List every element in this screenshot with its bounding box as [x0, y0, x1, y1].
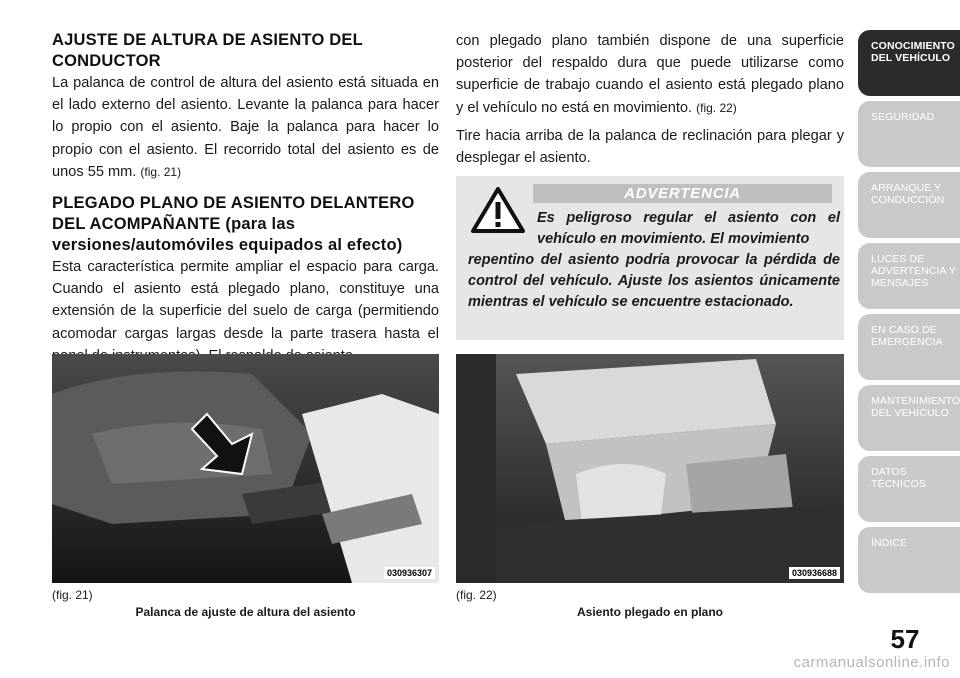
tab-arranque-conduccion[interactable]: ARRANQUE Y CONDUCCIÓN [858, 172, 960, 238]
tab-luces-advertencia[interactable]: LUCES DE ADVERTENCIA Y MENSAJES [858, 243, 960, 309]
figure-22-ref: (fig. 22) [456, 588, 497, 602]
tab-indice[interactable]: ÍNDICE [858, 527, 960, 593]
tab-mantenimiento[interactable]: MANTENIMIENTO DEL VEHÍCULO [858, 385, 960, 451]
paragraph-seat-height: La palanca de control de altura del asiento está situada en el lado externo del asiento. Levante la palanca para hacer lo propio con el asiento. Baje la palanca para hacer lo propio con el asiento. El recorrido total del asiento es de unos 55 mm. (fig. 21) [52, 75, 439, 180]
paragraph-recline: Tire hacia arriba de la palanca de reclinación para plegar y desplegar el asiento. [456, 127, 844, 167]
warning-text: Es peligroso regular el asiento con el vehículo en movimiento. El movimiento repentino del asiento podría provocar la pérdida de control del vehículo. Ajuste los asientos únicamente mientras el vehículo se encuentre estacionado. [468, 210, 840, 310]
tab-conocimiento-vehiculo[interactable]: CONOCIMIENTO DEL VEHÍCULO [858, 30, 960, 96]
paragraph-backrest: con plegado plano también dispone de una superficie posterior del respaldo dura que puede utilizarse como superficie de trabajo cuando el asiento está plegado plano y el vehículo no está en movimiento. (fig. 22) [456, 33, 844, 116]
figure-22-caption: Asiento plegado en plano [576, 605, 723, 619]
warning-title: ADVERTENCIA [533, 184, 832, 203]
tab-datos-tecnicos[interactable]: DATOS TÉCNICOS [858, 456, 960, 522]
chapter-sidebar [858, 30, 960, 598]
fig-ref-22: (fig. 22) [696, 100, 737, 115]
heading-fold-flat: PLEGADO PLANO DE ASIENTO DELANTERO DEL ACOMPAÑANTE (para las versiones/automóviles equipados al efecto) [52, 194, 415, 255]
paragraph-fold-flat: Esta característica permite ampliar el espacio para carga. Cuando el asiento está plegado plano, constituye una extensión de la superficie del suelo de carga (permitiendo acomodar cargas largas desde la parte trasera hasta el [52, 259, 439, 342]
figure-21-code: 030936307 [384, 567, 435, 579]
figure-21-ref: (fig. 21) [52, 588, 93, 602]
left-column [52, 30, 439, 373]
figure-22-code: 030936688 [789, 567, 840, 579]
figure-21-image [52, 354, 439, 583]
fig-ref-21: (fig. 21) [140, 164, 182, 179]
tab-seguridad[interactable]: SEGURIDAD [858, 101, 960, 167]
warning-box [456, 176, 844, 340]
page-number: 57 [890, 624, 920, 654]
tab-emergencia[interactable]: EN CASO DE EMERGENCIA [858, 314, 960, 380]
watermark: carmanualsonline.info [793, 654, 950, 671]
figure-21-caption: Palanca de ajuste de altura del asiento [135, 605, 356, 619]
heading-seat-height: AJUSTE DE ALTURA DE ASIENTO DEL CONDUCTOR [52, 31, 363, 70]
right-column [456, 30, 844, 175]
figure-22-image [456, 354, 844, 583]
